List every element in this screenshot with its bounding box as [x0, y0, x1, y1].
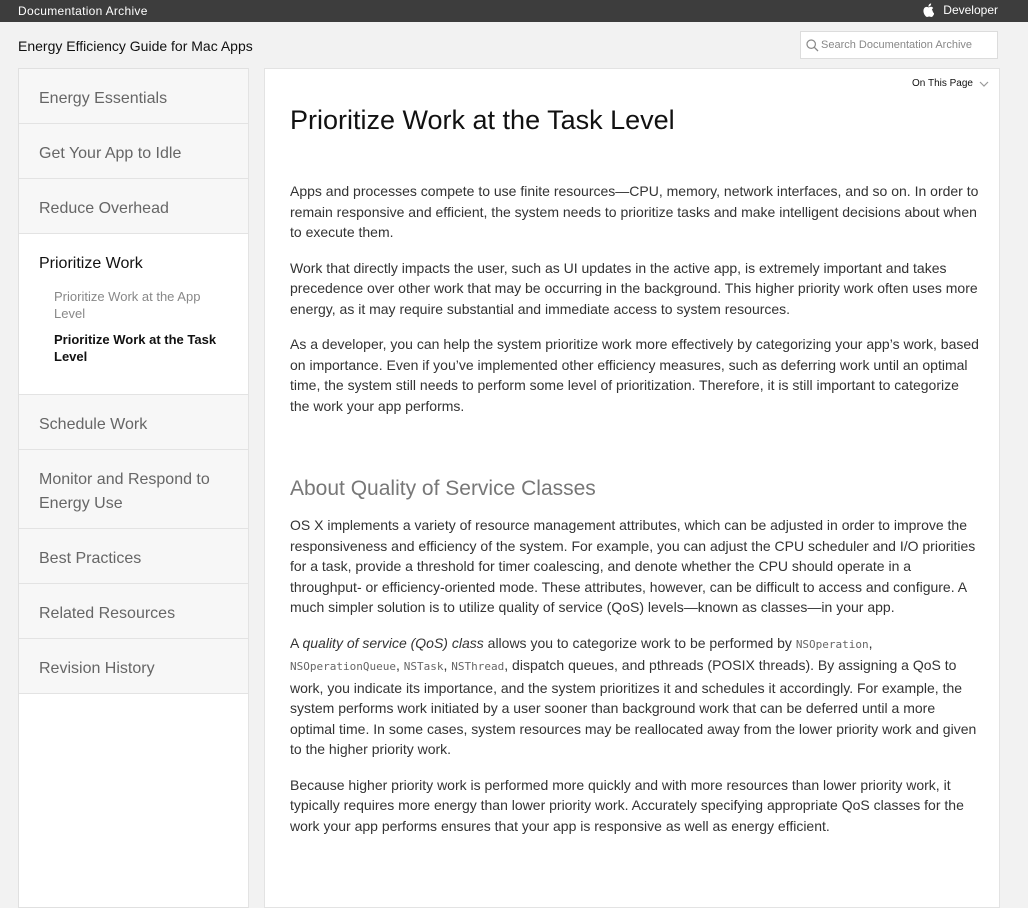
developer-link[interactable] — [922, 3, 998, 17]
sidebar-item-energy-essentials[interactable] — [19, 69, 248, 124]
code-nsthread-link[interactable]: NSThread — [451, 660, 505, 673]
sidebar-item-label: Energy Essentials — [39, 90, 168, 107]
search-input[interactable] — [819, 39, 996, 51]
sidebar-item-label: Best Practices — [39, 550, 142, 567]
article-body — [290, 181, 980, 851]
header — [0, 22, 1028, 68]
qos-text: , — [868, 634, 873, 651]
sidebar-item-label: Reduce Overhead — [39, 200, 169, 217]
sidebar-item-label: Schedule Work — [39, 416, 148, 433]
code-nsoperation-link[interactable]: NSOperation — [795, 637, 869, 651]
section-paragraph: OS X implements a variety of resource management attributes, which can be adjusted in order to improve the responsiveness and efficiency of the system. For example, you can adjust the CPU scheduler and I/O priorities for a task, provide a threshold for timer coalescing, and denote whether the CPU should operate in a throughput- or efficiency-oriented mode. These attributes, however, can be difficult to access and configure. A much simpler solution is to utilize quality of service (QoS) levels—known as classes—in your app. — [290, 517, 976, 615]
section-heading: About Quality of Service Classes — [290, 477, 596, 500]
qos-text: , — [395, 657, 404, 673]
section-paragraph: Because higher priority work is performed more quickly and with more resources than lower priority work, it typically requires more energy than lower priority work. Accurately specifying appropriate QoS classes for the work your app performs ensures that your app is responsive as well as energy efficient. — [290, 776, 964, 834]
sidebar-item-get-your-app-to-idle[interactable] — [19, 124, 248, 179]
sidebar-item-revision-history[interactable] — [19, 639, 248, 694]
sidebar-item-label: Get Your App to Idle — [39, 145, 182, 162]
sidebar-subitem-task-level[interactable]: Prioritize Work at the Task Level — [54, 332, 217, 364]
sidebar-item-label: Revision History — [39, 660, 155, 677]
sidebar-item-label: Monitor and Respond to Energy Use — [39, 471, 210, 512]
on-this-page-menu[interactable] — [912, 78, 989, 89]
qos-paragraph — [290, 633, 980, 760]
on-this-page-label: On This Page — [912, 78, 973, 89]
sidebar-item-label: Prioritize Work — [39, 255, 143, 272]
intro-paragraph: Work that directly impacts the user, such as UI updates in the active app, is extremely important and takes precedence over other work that may be occurring in the background. This higher priority work often uses more energy, as it may require substantial and immediate access to system resources. — [290, 259, 978, 317]
sidebar-item-reduce-overhead[interactable] — [19, 179, 248, 234]
qos-text: A — [290, 634, 303, 651]
intro-paragraph: Apps and processes compete to use finite resources—CPU, memory, network interfaces, and so on. In order to remain responsive and efficient, the system needs to prioritize tasks and make intelligent decisions about when to execute them. — [290, 183, 979, 240]
search-box[interactable] — [800, 31, 998, 59]
qos-term: quality of service (QoS) class — [302, 634, 484, 651]
qos-text: , dispatch queues, and pthreads (POSIX threads). By assigning a QoS to work, you indicate its importance, and the system prioritizes it and schedules it accordingly. For example, the system performs work initiated by a user sooner than background work that can be deferred until a more optimal time. In some cases, system resources may be reallocated away from the lower priority work and given to the higher priority work. — [290, 657, 977, 757]
qos-text: , — [443, 657, 452, 673]
documentation-archive-link[interactable]: Documentation Archive — [18, 4, 148, 18]
sidebar-item-schedule-work[interactable] — [19, 395, 248, 450]
code-nsoperationqueue-link[interactable]: NSOperationQueue — [290, 660, 396, 673]
chevron-down-icon — [979, 81, 989, 87]
code-nstask-link[interactable]: NSTask — [403, 660, 444, 673]
intro-paragraph: As a developer, you can help the system prioritize work more effectively by categorizing your app’s work, based on importance. Even if you’ve implemented other efficiency measures, such as deferring work until an optimal time, the system still needs to perform some level of prioritization. Therefore, it is still important to categorize the work your app performs. — [290, 336, 979, 414]
page-title: Prioritize Work at the Task Level — [290, 105, 675, 135]
sidebar-item-best-practices[interactable] — [19, 529, 248, 584]
sidebar-item-monitor-energy-use[interactable] — [19, 450, 248, 529]
sidebar-nav — [18, 68, 249, 908]
developer-label: Developer — [943, 3, 998, 17]
apple-logo-icon — [922, 3, 934, 17]
guide-title[interactable]: Energy Efficiency Guide for Mac Apps — [18, 38, 253, 54]
article-content — [264, 68, 1000, 908]
qos-text: allows you to categorize work to be performed by — [483, 634, 796, 651]
sidebar-subitem-app-level[interactable]: Prioritize Work at the App Level — [54, 289, 201, 321]
search-icon — [806, 39, 819, 52]
top-bar — [0, 0, 1028, 22]
sidebar-item-prioritize-work[interactable] — [19, 234, 248, 395]
sidebar-item-label: Related Resources — [39, 605, 176, 622]
sidebar-item-related-resources[interactable] — [19, 584, 248, 639]
